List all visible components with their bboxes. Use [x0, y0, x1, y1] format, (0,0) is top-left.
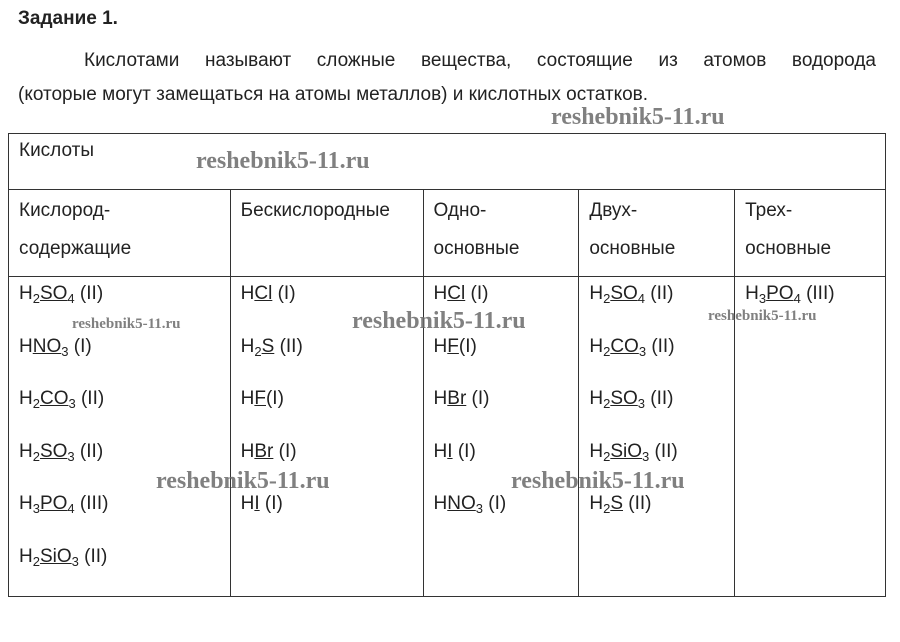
acid-formula: $H_3PO_4$ (III)	[745, 283, 835, 306]
watermark: reshebnik5-11.ru	[511, 468, 685, 494]
valence: (II)	[645, 388, 674, 409]
valence: (II)	[74, 283, 104, 304]
acid-residue: F	[254, 388, 266, 409]
acid-formula: HF(I)	[240, 388, 284, 409]
valence: (I)	[466, 388, 490, 409]
valence: (II)	[646, 335, 675, 357]
acid-formula: $H_2S$ (II)	[589, 493, 652, 516]
formulas-row	[9, 277, 886, 597]
category-row	[9, 190, 886, 277]
watermark: reshebnik5-11.ru	[72, 316, 181, 332]
valence: (I)	[465, 283, 489, 304]
acid-residue: $SO_3$	[39, 440, 75, 464]
valence: (II)	[274, 335, 303, 357]
category-cell: Одно- основные	[423, 190, 579, 277]
acid-residue: F	[447, 335, 459, 357]
acid-formula: $H_2S$ (II)	[240, 335, 303, 359]
acid-formula: HCl (I)	[433, 283, 489, 304]
acid-formula: HBr (I)	[240, 440, 297, 462]
acid-residue: $CO_3$	[610, 335, 647, 359]
category-cell: Бескислородные	[230, 190, 423, 277]
acid-residue: I	[447, 440, 453, 462]
acid-residue: $SO_4$	[39, 283, 75, 306]
table-header-row	[9, 134, 886, 190]
acid-formula: HCl (I)	[240, 283, 296, 304]
acid-formula: $HNO_3$ (I)	[433, 493, 507, 516]
acid-formula: $HNO_3$ (I)	[19, 335, 92, 359]
acid-formula: $H_2SO_4$ (II)	[589, 283, 674, 306]
acid-formula: HI (I)	[433, 440, 476, 462]
valence: (II)	[75, 388, 105, 409]
acid-residue: I	[254, 493, 260, 514]
valence: (I)	[265, 388, 284, 409]
category-cell: Трех- основные	[735, 190, 886, 277]
acid-residue: $SO_4$	[610, 283, 645, 306]
watermark: reshebnik5-11.ru	[708, 308, 817, 324]
valence: (II)	[649, 440, 678, 462]
paragraph-line-1: Кислотами называют сложные вещества, состоящие из атомов водорода	[84, 50, 876, 71]
acid-residue: Br	[447, 388, 467, 409]
valence: (III)	[800, 283, 835, 304]
watermark: reshebnik5-11.ru	[196, 148, 370, 174]
acid-formula: $H_2SO_4$ (II)	[19, 283, 104, 306]
acid-residue: SiO$_3$	[610, 440, 650, 464]
table-header-cell: Кислоты	[9, 134, 886, 190]
acid-residue: S	[610, 493, 623, 514]
valence: (I)	[452, 440, 476, 462]
valence: (III)	[74, 493, 109, 514]
paragraph-line-2: (которые могут замещаться на атомы металлов) и кислотных остатков.	[18, 84, 649, 105]
valence: (I)	[458, 335, 477, 357]
valence: (I)	[272, 283, 296, 304]
formula-column	[735, 277, 886, 597]
acid-formula: $H_2CO_3$ (II)	[589, 335, 675, 359]
acid-residue: $PO_4$	[39, 493, 75, 516]
acid-residue: $SO_3$	[610, 388, 645, 411]
category-cell: Двух- основные	[579, 190, 735, 277]
acid-formula: $H_2SiO_3$ (II)	[19, 545, 108, 569]
watermark: reshebnik5-11.ru	[156, 468, 330, 494]
valence: (II)	[78, 545, 108, 567]
acid-formula: $H_2SO_3$ (II)	[589, 388, 674, 411]
definition-paragraph	[18, 44, 876, 112]
watermark: reshebnik5-11.ru	[352, 308, 526, 334]
formula-column	[579, 277, 735, 597]
valence: (II)	[645, 283, 674, 304]
valence: (II)	[623, 493, 652, 514]
acid-residue: Cl	[254, 283, 273, 304]
formula-column	[230, 277, 423, 597]
acid-formula: HF(I)	[433, 335, 477, 357]
formula-column	[423, 277, 579, 597]
valence: (I)	[273, 440, 297, 462]
watermark: reshebnik5-11.ru	[551, 104, 725, 130]
acid-formula: $H_2CO_3$ (II)	[19, 388, 105, 411]
task-title: Задание 1.	[18, 8, 118, 29]
valence: (II)	[74, 440, 104, 462]
acid-residue: S	[261, 335, 275, 357]
acid-residue: $PO_4$	[766, 283, 801, 306]
acid-residue: SiO$_3$	[39, 545, 79, 569]
acid-formula: $H_3PO_4$ (III)	[19, 493, 109, 516]
acid-formula: $H_2SiO_3$ (II)	[589, 440, 678, 464]
acid-residue: $NO_3$	[32, 335, 69, 359]
acid-formula: HI (I)	[240, 493, 283, 514]
valence: (I)	[483, 493, 507, 514]
acids-table	[8, 133, 886, 597]
acid-formula: $H_2SO_3$ (II)	[19, 440, 104, 464]
acid-residue: Cl	[447, 283, 466, 304]
valence: (I)	[259, 493, 283, 514]
category-cell: Кислород- содержащие	[9, 190, 231, 277]
acid-residue: $NO_3$	[447, 493, 484, 516]
acid-residue: Br	[254, 440, 274, 462]
acid-formula: HBr (I)	[433, 388, 490, 409]
valence: (I)	[68, 335, 92, 357]
acid-residue: $CO_3$	[39, 388, 76, 411]
formula-column	[9, 277, 231, 597]
